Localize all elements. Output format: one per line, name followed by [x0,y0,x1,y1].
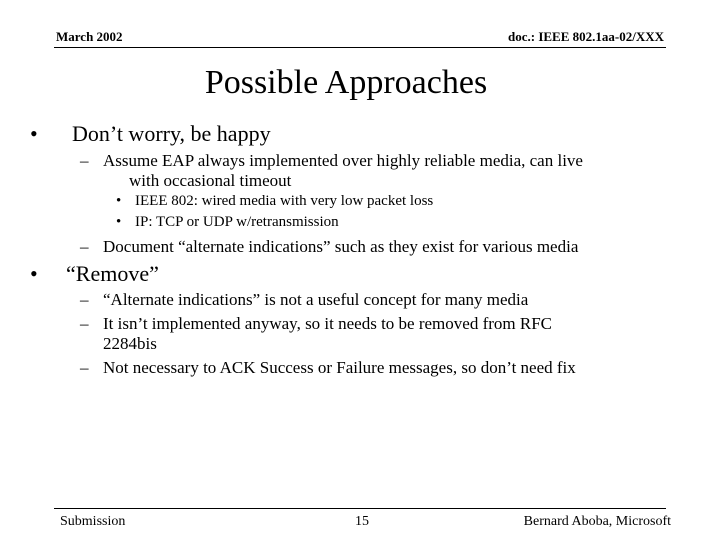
bullet-marker: • [116,193,122,209]
sub-bullet-text-continued: 2284bis [103,334,157,353]
page-number: 15 [355,514,369,529]
sub-bullet-text: Assume EAP always implemented over highly reliable media, can live [103,151,583,170]
sub-sub-bullet-text: IP: TCP or UDP w/retransmission [135,214,339,230]
footer-author: Bernard Aboba, Microsoft [523,514,671,529]
footer-submission: Submission [60,514,126,529]
header-divider [54,47,666,48]
dash-marker: – [80,358,89,377]
sub-bullet-text: “Alternate indications” is not a useful concept for many media [103,290,529,309]
bullet-text: Don’t worry, be happy [72,121,271,146]
dash-marker: – [80,314,89,333]
bullet-marker: • [30,121,38,146]
sub-sub-bullet-text: IEEE 802: wired media with very low packet loss [135,193,434,209]
dash-marker: – [80,237,89,256]
sub-bullet-text: Document “alternate indications” such as they exist for various media [103,237,579,256]
bullet-marker: • [30,261,38,286]
dash-marker: – [80,151,89,170]
bullet-marker: • [116,214,122,230]
sub-bullet-text: Not necessary to ACK Success or Failure messages, so don’t need fix [103,358,576,377]
header-date: March 2002 [56,29,123,44]
footer-divider [54,508,666,509]
slide-title: Possible Approaches [204,64,488,101]
bullet-text: “Remove” [66,261,159,286]
dash-marker: – [80,290,89,309]
sub-bullet-text-continued: with occasional timeout [129,171,292,190]
header-doc-id: doc.: IEEE 802.1aa-02/XXX [507,29,664,44]
sub-bullet-text: It isn’t implemented anyway, so it needs to be removed from RFC [103,314,553,333]
